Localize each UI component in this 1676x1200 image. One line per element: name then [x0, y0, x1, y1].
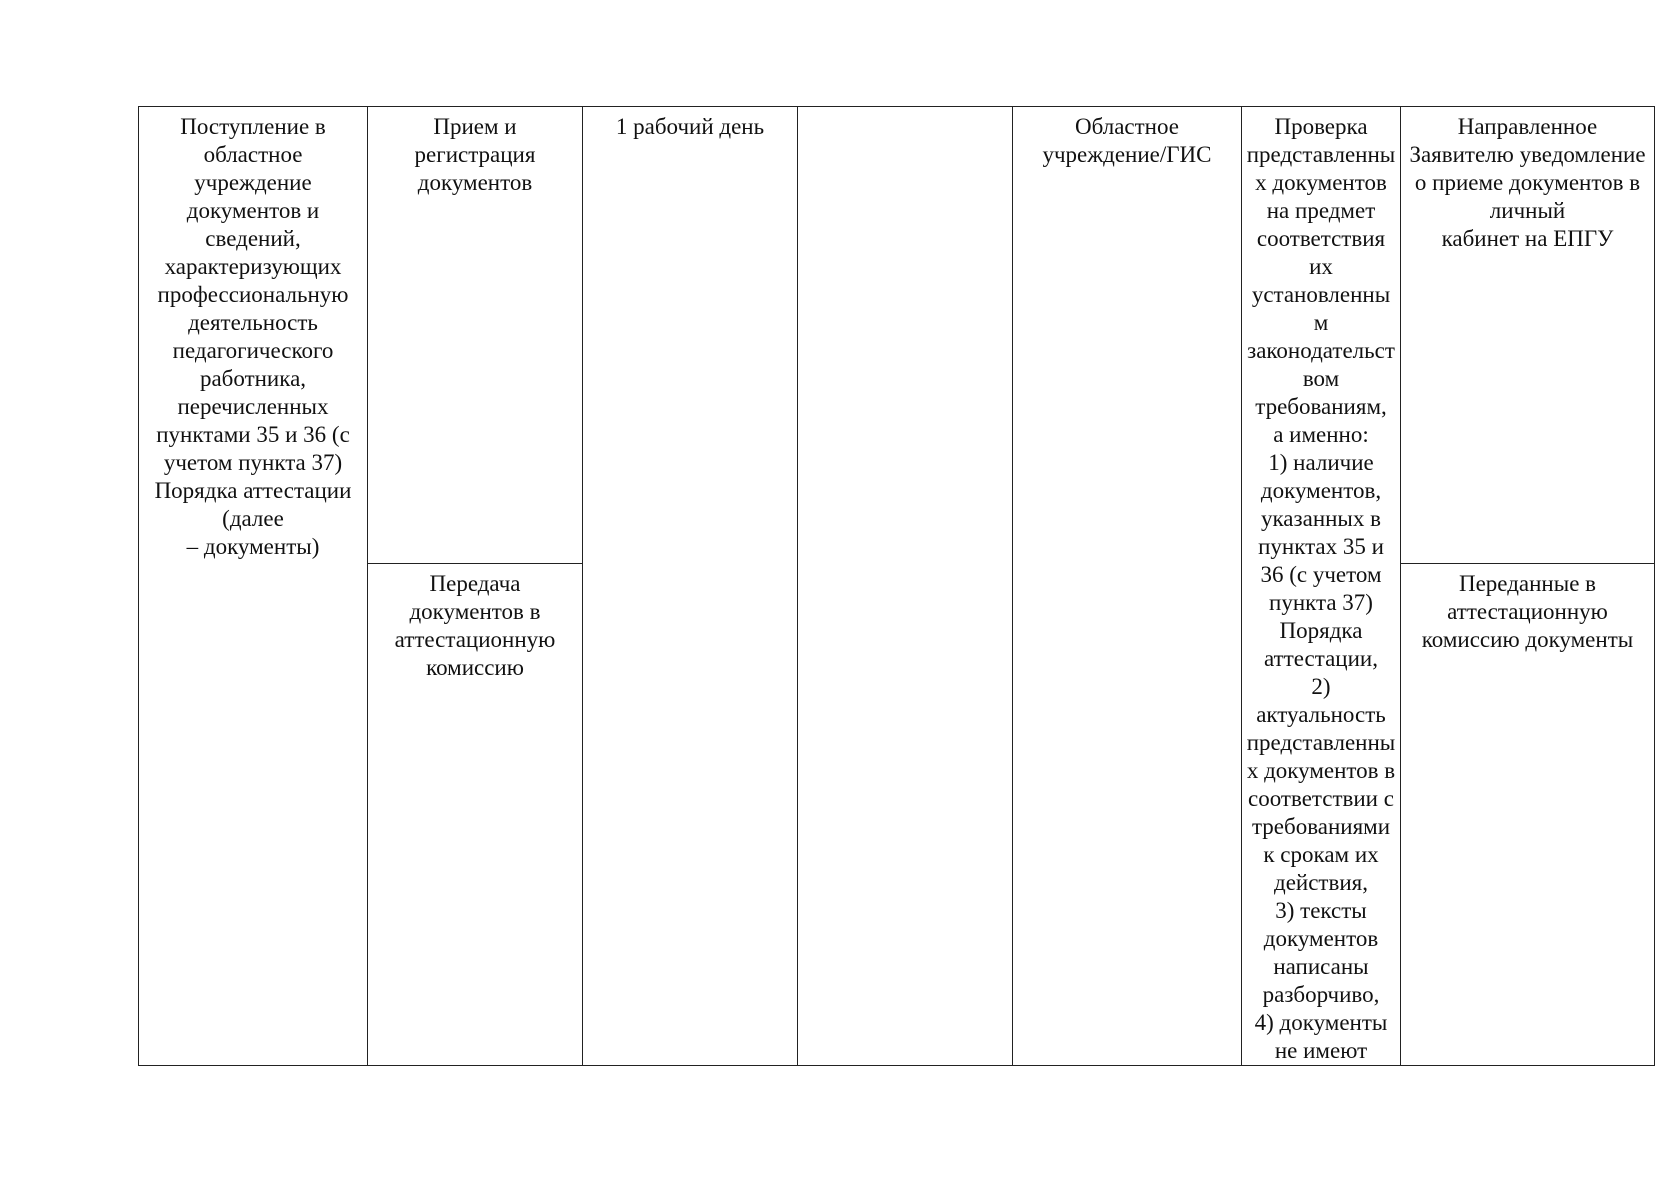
- cell-executor: Областное учреждение/ГИС: [1013, 107, 1242, 1066]
- cell-result-notification: Направленное Заявителю уведомление о приеме документов в личный кабинет на ЕПГУ: [1401, 107, 1655, 564]
- cell-criteria: Проверка представленны х документов на предмет соответствия их установленны м законодательст вом требованиям, а именно: 1) наличие документов, указанных в пунктах 35 и 36 (с учетом пункта 37) Порядка аттестации, 2) актуальность представленны х документов в соответствии с требованиями к срокам их действия, 3) тексты документов написаны разборчиво, 4) документы не имеют: [1242, 107, 1401, 1066]
- cell-empty: [798, 107, 1013, 1066]
- cell-action-registration: Прием и регистрация документов: [368, 107, 583, 564]
- cell-term: 1 рабочий день: [583, 107, 798, 1066]
- cell-action-transfer: Передача документов в аттестационную комиссию: [368, 564, 583, 1066]
- cell-receipt: Поступление в областное учреждение документов и сведений, характеризующих профессиональную деятельность педагогического работника, перечисленных пунктами 35 и 36 (с учетом пункта 37) Порядка аттестации (далее – документы): [139, 107, 368, 1066]
- procedure-table: [138, 106, 1655, 1066]
- cell-result-transferred: Переданные в аттестационную комиссию документы: [1401, 564, 1655, 1066]
- table-row: [139, 107, 1655, 564]
